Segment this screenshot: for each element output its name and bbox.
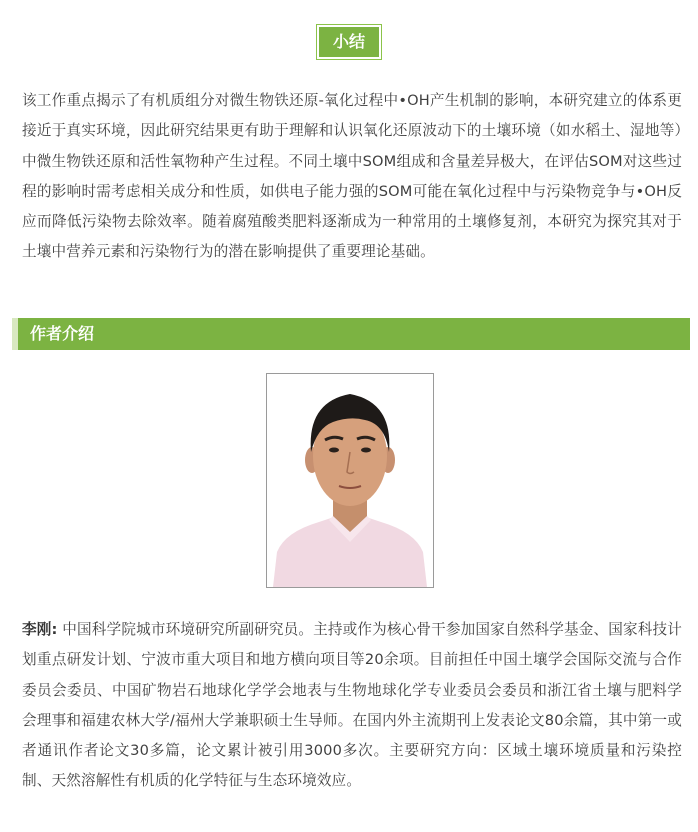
author-bio-paragraph	[22, 615, 682, 797]
author-section-header	[12, 318, 690, 350]
author-section-title: 作者介绍	[30, 324, 95, 343]
author-photo	[267, 374, 433, 587]
author-portrait	[266, 373, 434, 588]
summary-badge-container	[0, 24, 698, 60]
author-bio: 中国科学院城市环境研究所副研究员。主持或作为核心骨干参加国家自然科学基金、国家科技计划重点研发计划、宁波市重大项目和地方横向项目等20余项。目前担任中国土壤学会国际交流与合作委员会委员、中国矿物岩石地球化学学会地表与生物地球化学专业委员会委员和浙江省土壤与肥料学会理事和福建农林大学/福州大学兼职硕士生导师。在国内外主流期刊上发表论文80余篇，其中第一或者通讯作者论文30多篇，论文累计被引用3000多次。主要研究方向：区域土壤环境质量和污染控制、天然溶解性有机质的化学特征与生态环境效应。	[22, 621, 682, 790]
summary-badge-label: 小结	[319, 27, 379, 57]
author-name: 李刚:	[22, 621, 58, 638]
summary-badge	[316, 24, 382, 60]
summary-paragraph: 该工作重点揭示了有机质组分对微生物铁还原-氧化过程中•OH产生机制的影响，本研究建立的体系更接近于真实环境，因此研究结果更有助于理解和认识氧化还原波动下的土壤环境（如水稻土、湿地等）中微生物铁还原和活性氧物种产生过程。不同土壤中SOM组成和含量差异极大，在评估SOM对这些过程的影响时需考虑相关成分和性质，如供电子能力强的SOM可能在氧化过程中与污染物竞争与•OH反应而降低污染物去除效率。随着腐殖酸类肥料逐渐成为一种常用的土壤修复剂，本研究为探究其对于土壤中营养元素和污染物行为的潜在影响提供了重要理论基础。	[22, 92, 682, 261]
